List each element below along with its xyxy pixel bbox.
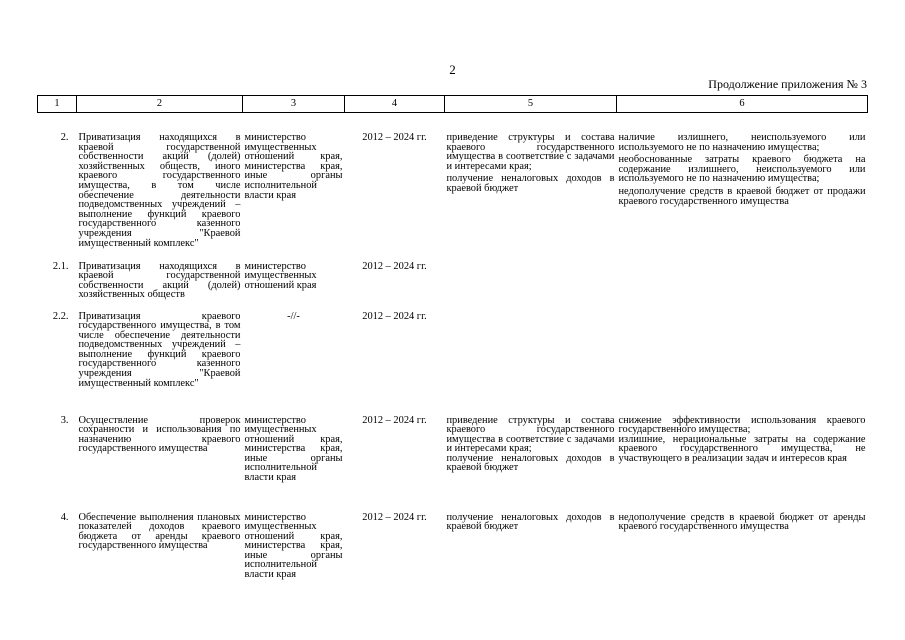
column-header: 2	[77, 96, 243, 113]
column-header: 4	[345, 96, 445, 113]
column-header: 1	[38, 96, 77, 113]
risk-item: излишние, нерациональные затраты на содержание краевого государственного имущества, не участвующего в реализации задач и интересов края	[618, 433, 866, 464]
risk-item: недополучение средств в краевой бюджет от аренды краевого государственного имущества	[618, 511, 866, 533]
consequences	[617, 310, 868, 414]
measure-name: Осуществление проверок сохранности и использования по назначению краевого государственного имущества	[78, 414, 241, 455]
expected-result	[445, 260, 617, 310]
executor: -//-	[287, 310, 300, 322]
term: 2012 – 2024 гг.	[362, 260, 427, 272]
row-number: 2.1.	[52, 260, 69, 272]
executor: министерство имущественных отношений края, министерства края, иные органы исполнительной власти края	[244, 511, 343, 581]
result-item: приведение структуры и состава краевого государственного имущества в соответствие с задачами и интересами края;	[446, 414, 615, 455]
result-item: получение неналоговых доходов в краевой бюджет	[446, 173, 615, 194]
measure-name: Приватизация находящихся в краевой государственной собственности акций (долей) хозяйственных обществ, иного краевого государственного имущества, в том числе обеспечение деятельности подведомственных учреждений – выполнение функций краевого государственного казенного учреждения "Краевой имущественный комплекс"	[78, 132, 241, 249]
row-number: 2.2.	[52, 310, 69, 322]
expected-result	[445, 310, 617, 414]
executor: министерство имущественных отношений края, министерства края, иные органы исполнительной власти края	[244, 132, 343, 201]
table-row	[38, 260, 868, 310]
consequences	[617, 113, 868, 260]
table-row	[38, 414, 868, 511]
term: 2012 – 2024 гг.	[362, 414, 427, 426]
row-number: 4.	[60, 511, 69, 523]
row-number: 2.	[60, 132, 69, 143]
row-number: 3.	[60, 414, 69, 426]
risk-item: недополучение средств в краевой бюджет от продажи краевого государственного имущества	[618, 185, 866, 207]
measure-name: Обеспечение выполнения плановых показателей доходов краевого бюджета от аренды краевого государственного имущества	[78, 511, 241, 552]
column-header: 5	[445, 96, 617, 113]
result-item: приведение структуры и состава краевого государственного имущества в соответствие с задачами и интересами края;	[446, 132, 615, 172]
measure-name: Приватизация краевого государственного имущества, в том числе обеспечение деятельности подведомственных учреждений – выполнение функций краевого государственного казенного учреждения "Краевой имущественный комплекс"	[78, 310, 241, 389]
table-row	[38, 310, 868, 414]
term: 2012 – 2024 гг.	[362, 132, 427, 143]
appendix-table	[37, 95, 868, 584]
continuation-label: Продолжение приложения № 3	[708, 77, 867, 91]
term: 2012 – 2024 гг.	[362, 310, 427, 322]
risk-item: необоснованные затраты краевого бюджета на содержание излишнего, неиспользуемого или используемого не по назначению имущества;	[618, 154, 866, 185]
executor: министерство имущественных отношений края	[244, 260, 317, 291]
risk-item: наличие излишнего, неиспользуемого или используемого не по назначению имущества;	[618, 132, 866, 153]
result-item: получение неналоговых доходов в краевой бюджет	[446, 511, 615, 533]
expected-result	[445, 414, 617, 511]
term: 2012 – 2024 гг.	[362, 511, 427, 523]
table-row	[38, 113, 868, 260]
expected-result	[445, 511, 617, 584]
risk-item: снижение эффективности использования краевого государственного имущества;	[618, 414, 866, 436]
measure-name: Приватизация находящихся в краевой государственной собственности акций (долей) хозяйственных обществ	[78, 260, 241, 301]
page-number: 2	[449, 62, 456, 77]
consequences	[617, 260, 868, 310]
expected-result	[445, 113, 617, 260]
header-row	[38, 96, 868, 113]
column-header: 6	[617, 96, 868, 113]
consequences	[617, 511, 868, 584]
executor: министерство имущественных отношений края, министерства края, иные органы исполнительной власти края	[244, 414, 343, 484]
result-item: получение неналоговых доходов в краевой бюджет	[446, 452, 615, 474]
consequences	[617, 414, 868, 511]
column-header: 3	[243, 96, 345, 113]
table-row	[38, 511, 868, 584]
